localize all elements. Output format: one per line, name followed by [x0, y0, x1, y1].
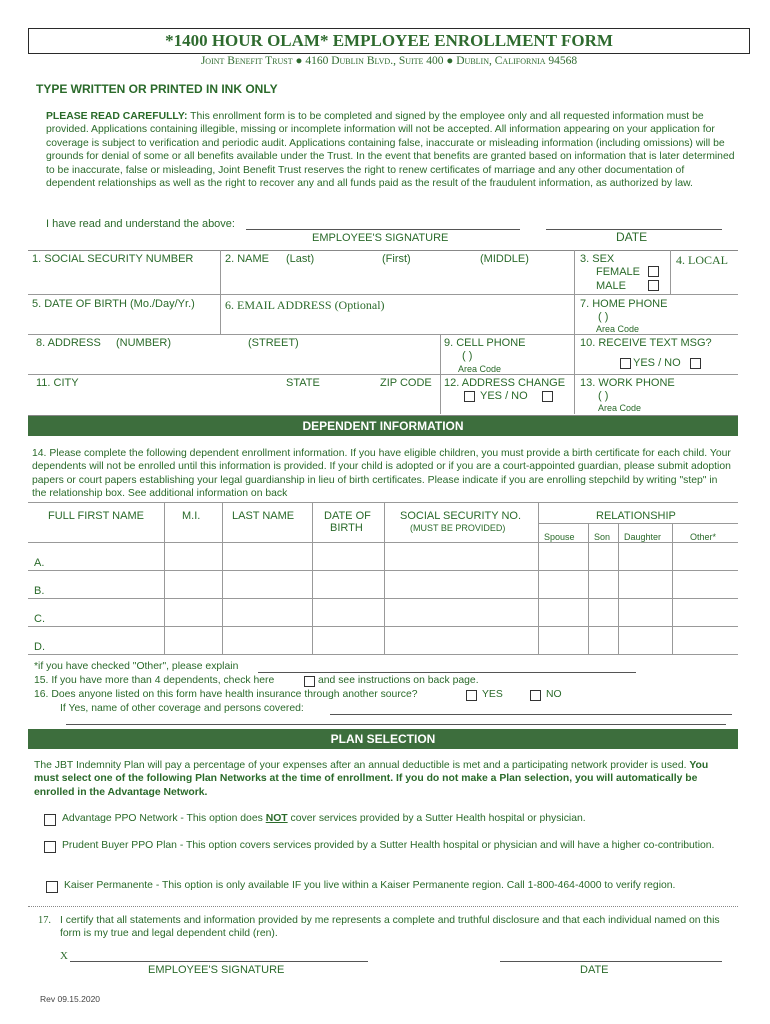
plan-text-2: You must select one of the following Plan Networks at the time of enrollment. If you do not make a Plan selection, you will automatically be enrolled in the Advantage Network.: [34, 760, 709, 798]
middle-name-label: (MIDDLE): [480, 253, 529, 265]
other-explain-line[interactable]: [258, 672, 636, 673]
cert-x: X: [60, 950, 68, 962]
intro-text: [46, 110, 736, 190]
dob-label: 5. DATE OF BIRTH (Mo./Day/Yr.): [32, 298, 195, 310]
home-area-code: Area Code: [596, 324, 640, 334]
col-ssn-2: (MUST BE PROVIDED): [410, 523, 506, 533]
revision-label: Rev 09.15.2020: [40, 994, 101, 1004]
addr-change-yes-no: YES / NO: [480, 390, 528, 402]
cert-date-line[interactable]: [500, 961, 722, 962]
ack-label: I have read and understand the above:: [46, 218, 235, 230]
col-first-name: FULL FIRST NAME: [48, 510, 144, 522]
text-no-checkbox[interactable]: [690, 358, 701, 369]
address-number-label: (NUMBER): [116, 337, 171, 349]
q16b-line-2[interactable]: [66, 724, 726, 725]
ssn-label: 1. SOCIAL SECURITY NUMBER: [32, 253, 194, 265]
advantage-ppo-checkbox[interactable]: [44, 814, 56, 826]
email-label: 6. EMAIL ADDRESS (Optional): [225, 298, 385, 312]
trust-address: Joint Benefit Trust ● 4160 Dublin Blvd., Suite 400 ● Dublin, California 94568: [200, 55, 578, 67]
text-yes-no-label: YES / NO: [633, 357, 681, 369]
intro-sig-label: EMPLOYEE'S SIGNATURE: [312, 232, 449, 244]
male-checkbox[interactable]: [648, 280, 659, 291]
col-other: Other*: [690, 532, 717, 542]
form-title: *1400 HOUR OLAM* EMPLOYEE ENROLLMENT FORM: [165, 31, 613, 50]
intro-signature-line[interactable]: [246, 229, 520, 230]
dependent-row-d[interactable]: D.: [34, 641, 45, 653]
q16-yes-checkbox[interactable]: [466, 690, 477, 701]
home-phone-paren: ( ): [598, 311, 609, 323]
male-label: MALE: [596, 280, 626, 292]
city-label: 11. CITY: [36, 377, 79, 389]
female-label: FEMALE: [596, 266, 641, 278]
cell-phone-label: 9. CELL PHONE: [444, 337, 526, 349]
work-area-code: Area Code: [598, 403, 642, 413]
cert-date-label: DATE: [580, 964, 609, 976]
q15-label-2: and see instructions on back page.: [318, 675, 479, 686]
opt1-a: Advantage PPO Network - This option does: [62, 813, 263, 824]
q16-no: NO: [546, 689, 562, 700]
address-label: 8. ADDRESS: [36, 337, 101, 349]
col-spouse: Spouse: [544, 532, 575, 542]
prudent-buyer-label: Prudent Buyer PPO Plan - This option covers services provided by a Sutter Health hospital or physician and will have a higher co-contribution.: [62, 840, 715, 851]
address-street-label: (STREET): [248, 337, 299, 349]
col-last-name: LAST NAME: [232, 510, 295, 522]
text-yes-checkbox[interactable]: [620, 358, 631, 369]
dependent-row-a[interactable]: A.: [34, 557, 45, 569]
home-phone-label: 7. HOME PHONE: [580, 298, 668, 310]
female-checkbox[interactable]: [648, 266, 659, 277]
opt1-c: cover services provided by a Sutter Health hospital or physician.: [290, 813, 586, 824]
zip-label: ZIP CODE: [380, 377, 432, 389]
addr-change-yes-checkbox[interactable]: [464, 391, 475, 402]
cert-text: I certify that all statements and information provided by me represents a complete and truthful disclosure and that each individual named on this form is my true and legal dependent child (ren).: [60, 915, 720, 940]
q16-no-checkbox[interactable]: [530, 690, 541, 701]
plan-text: [34, 759, 734, 799]
last-name-label: (Last): [286, 253, 315, 265]
prudent-buyer-checkbox[interactable]: [44, 841, 56, 853]
col-dob-2: BIRTH: [330, 522, 363, 534]
other-explain-label: *if you have checked "Other", please explain: [34, 661, 239, 672]
state-label: STATE: [286, 377, 320, 389]
cert-divider: [28, 906, 738, 907]
work-phone-paren: ( ): [598, 390, 609, 402]
col-son: Son: [594, 532, 611, 542]
title-box: [28, 28, 750, 54]
local-label: 4. LOCAL: [676, 253, 728, 267]
col-mi: M.I.: [182, 510, 201, 522]
text-msg-label: 10. RECEIVE TEXT MSG?: [580, 337, 712, 349]
kaiser-label: Kaiser Permanente - This option is only available IF you live within a Kaiser Permanente region. Call 1-800-464-4000 to verify region.: [64, 880, 676, 891]
plan-selection-band: PLAN SELECTION: [28, 729, 738, 749]
dependent-instructions: 14. Please complete the following dependent enrollment information. If you have eligible children, you must provide a birth certificate for each child. Your dependents will not be enrolled until this information is provided. If your child is adopted or if you are a court-appointed guardian, please submit adoption papers or court papers establishing your legal guardianship in lieu of birth certificates. Please indicate if you are enrolling stepchild by writing "step" in the relationship box. See additional information on back: [32, 448, 731, 500]
work-phone-label: 13. WORK PHONE: [580, 377, 675, 389]
q16-label: 16. Does anyone listed on this form have health insurance through another source?: [34, 689, 418, 700]
dependent-row-c[interactable]: C.: [34, 613, 45, 625]
q15-label: 15. If you have more than 4 dependents, check here: [34, 675, 275, 686]
cell-area-code: Area Code: [458, 364, 502, 374]
advantage-ppo-label: [62, 812, 586, 825]
opt1-not: NOT: [265, 813, 288, 824]
intro-lead: PLEASE READ CAREFULLY:: [46, 111, 188, 122]
first-name-label: (First): [382, 253, 411, 265]
address-change-label: 12. ADDRESS CHANGE: [444, 377, 566, 389]
dependent-info-band: DEPENDENT INFORMATION: [28, 416, 738, 436]
col-daughter: Daughter: [624, 532, 662, 542]
dependent-row-b[interactable]: B.: [34, 585, 45, 597]
q16b-label: If Yes, name of other coverage and persons covered:: [60, 703, 304, 714]
dependents-table: [28, 502, 738, 654]
intro-body: This enrollment form is to be completed and signed by the employee only and all requested information must be provided. Applications containing illegible, missing or incomplete information will not be accepted. All information appearing on your application for coverage is subject to verification and periodic audit. Applications containing false, inaccurate or misleading information (including omissions) will be grounds for denial of some or all benefits available under the Trust. In the event that benefits are granted based on information that is later determined to be inaccurate, false or misleading, Joint Benefit Trust reserves the right to renew certificates of marriage and any other documentation of dependent relationships as well as the right to recover any and all funds paid as the result of the fraudulent information, as authorized by law.: [46, 111, 735, 190]
col-relationship: RELATIONSHIP: [596, 510, 676, 522]
q16b-line-1[interactable]: [330, 714, 732, 715]
kaiser-checkbox[interactable]: [46, 881, 58, 893]
cell-phone-paren: ( ): [462, 350, 473, 362]
col-dob-1: DATE OF: [324, 510, 371, 522]
cert-number: 17.: [38, 915, 51, 926]
intro-date-label: DATE: [616, 230, 648, 244]
col-ssn-1: SOCIAL SECURITY NO.: [400, 510, 522, 522]
addr-change-no-checkbox[interactable]: [542, 391, 553, 402]
type-note: TYPE WRITTEN OR PRINTED IN INK ONLY: [36, 82, 278, 96]
cert-signature-line[interactable]: [70, 961, 368, 962]
q16-yes: YES: [482, 689, 503, 700]
name-label: 2. NAME: [225, 253, 270, 265]
sex-label: 3. SEX: [580, 253, 615, 265]
plan-text-1: The JBT Indemnity Plan will pay a percentage of your expenses after an annual deductible is met and a participating network provider is used.: [34, 760, 687, 771]
q15-checkbox[interactable]: [304, 676, 315, 687]
cert-sig-label: EMPLOYEE'S SIGNATURE: [148, 964, 285, 976]
